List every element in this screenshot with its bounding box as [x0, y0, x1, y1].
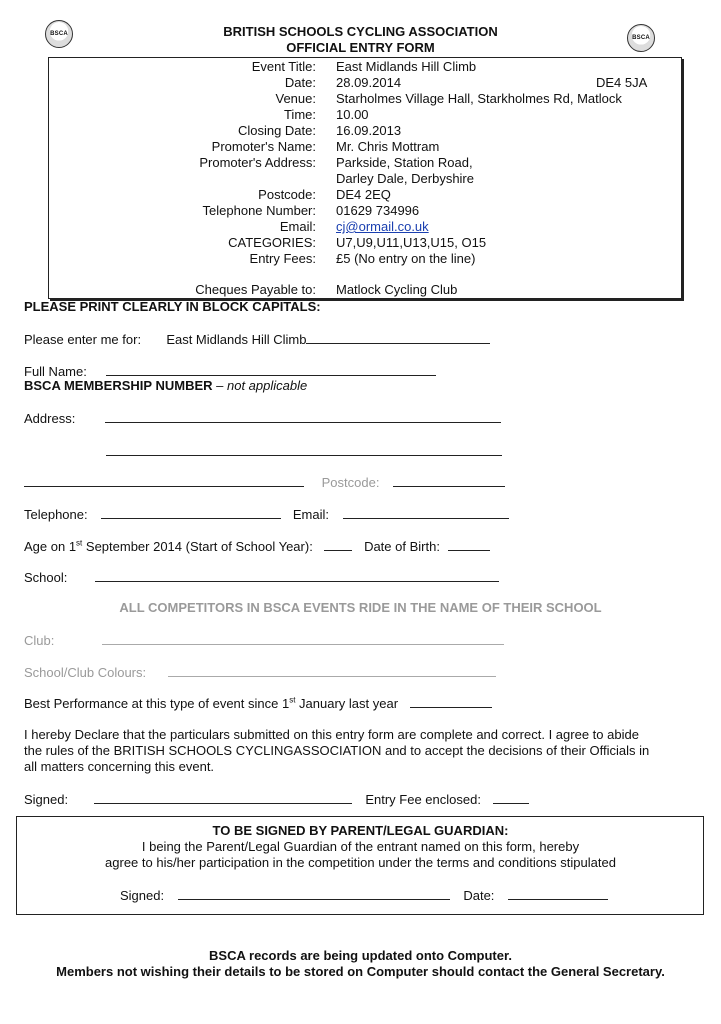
colours-label: School/Club Colours: [24, 665, 147, 680]
date-value: 28.09.2014 [336, 75, 402, 90]
time-label: Time: [283, 107, 316, 122]
telephone-field-label: Telephone: [24, 507, 88, 522]
enter-me-for-blank[interactable] [306, 331, 490, 344]
declaration-line3: all matters concerning this event. [24, 759, 215, 774]
guardian-heading: TO BE SIGNED BY PARENT/LEGAL GUARDIAN: [212, 823, 509, 838]
cheques-payable-value: Matlock Cycling Club [336, 282, 458, 297]
best-performance-field[interactable] [410, 695, 492, 708]
school-field[interactable] [95, 569, 499, 582]
address-field-line2[interactable] [106, 443, 502, 456]
declaration-line1: I hereby Declare that the particulars submitted on this entry form are complete and correct. I agree to abide [24, 727, 639, 742]
form-title-entry-form: OFFICIAL ENTRY FORM [286, 40, 435, 55]
guardian-signed-label: Signed: [120, 888, 165, 903]
promoter-name-label: Promoter's Name: [211, 139, 316, 154]
telephone-number-label: Telephone Number: [202, 203, 316, 218]
best-performance-row [24, 695, 492, 711]
guardian-text-line1: I being the Parent/Legal Guardian of the entrant named on this form, hereby [141, 839, 580, 854]
entry-fee-enclosed-field[interactable] [493, 791, 529, 804]
address-postcode-row [24, 474, 505, 490]
address-line2-row [106, 443, 502, 459]
school-row [24, 569, 499, 585]
event-title-label: Event Title: [251, 59, 316, 74]
address-field-line1[interactable] [105, 410, 501, 423]
guardian-signature-field[interactable] [178, 887, 450, 900]
guardian-date-field[interactable] [508, 887, 608, 900]
signed-row [24, 791, 529, 807]
promoter-address-line1: Parkside, Station Road, [336, 155, 473, 170]
entry-fees-label: Entry Fees: [249, 251, 316, 266]
age-dob-row [24, 538, 490, 554]
categories-label: CATEGORIES: [228, 235, 316, 250]
best-performance-suffix: January last year [295, 696, 399, 711]
venue-label: Venue: [275, 91, 316, 106]
telephone-field[interactable] [101, 506, 281, 519]
best-performance-ordinal: st [289, 695, 296, 705]
age-field[interactable] [324, 538, 352, 551]
enter-me-for-value: East Midlands Hill Climb [166, 332, 307, 347]
full-name-field[interactable] [106, 363, 436, 376]
colours-field[interactable] [168, 664, 496, 677]
club-field[interactable] [102, 632, 504, 645]
age-label-suffix: September 2014 (Start of School Year): [82, 539, 313, 554]
declaration-line2: the rules of the BRITISH SCHOOLS CYCLINGASSOCIATION and to accept the decisions of their Officials in [24, 743, 650, 758]
age-label-ordinal: st [76, 538, 83, 548]
logo-text-left: BSCA [50, 31, 68, 37]
address-label: Address: [24, 411, 76, 426]
closing-date-value: 16.09.2013 [336, 123, 402, 138]
club-row [24, 632, 504, 648]
email-label: Email: [279, 219, 316, 234]
date-label: Date: [284, 75, 316, 90]
closing-date-label: Closing Date: [237, 123, 316, 138]
membership-dash: – [212, 378, 227, 393]
date-postcode-value: DE4 5JA [596, 75, 648, 90]
footer-line1: BSCA records are being updated onto Computer. [209, 948, 512, 963]
time-value: 10.00 [336, 107, 369, 122]
telephone-email-row [24, 506, 509, 522]
membership-number-label: BSCA MEMBERSHIP NUMBER [24, 378, 213, 393]
email-link[interactable]: cj@ormail.co.uk [336, 219, 429, 234]
age-label [24, 539, 313, 554]
age-label-prefix: Age on 1 [24, 539, 77, 554]
entry-fees-value: £5 (No entry on the line) [336, 251, 476, 266]
membership-note: not applicable [226, 378, 308, 393]
postcode-label: Postcode: [258, 187, 316, 202]
dob-label: Date of Birth: [364, 539, 440, 554]
address-field-line3[interactable] [24, 474, 304, 487]
event-title-value: East Midlands Hill Climb [336, 59, 477, 74]
guardian-text-line2: agree to his/her participation in the competition under the terms and conditions stipulated [105, 855, 616, 870]
promoter-name-value: Mr. Chris Mottram [336, 139, 440, 154]
cheques-payable-label: Cheques Payable to: [195, 282, 316, 297]
email-field-label: Email: [292, 507, 329, 522]
dob-field[interactable] [448, 538, 490, 551]
school-label: School: [24, 570, 68, 585]
postcode-value: DE4 2EQ [336, 187, 391, 202]
best-performance-prefix: Best Performance at this type of event since 1 [24, 696, 290, 711]
best-performance-label [24, 696, 398, 711]
full-name-label: Full Name: [24, 364, 87, 379]
promoter-address-line2: Darley Dale, Derbyshire [336, 171, 474, 186]
signature-field[interactable] [94, 791, 352, 804]
promoter-address-label: Promoter's Address: [199, 155, 316, 170]
signed-label: Signed: [24, 792, 69, 807]
school-notice: ALL COMPETITORS IN BSCA EVENTS RIDE IN THE NAME OF THEIR SCHOOL [119, 600, 602, 615]
print-clearly-heading: PLEASE PRINT CLEARLY IN BLOCK CAPITALS: [24, 299, 321, 314]
guardian-signed-row [120, 887, 608, 903]
entry-fee-enclosed-label: Entry Fee enclosed: [365, 792, 481, 807]
event-details [0, 0, 721, 300]
enter-me-for-label: Please enter me for: [24, 332, 142, 347]
postcode-field-label: Postcode: [321, 475, 380, 490]
guardian-date-label: Date: [463, 888, 495, 903]
email-field[interactable] [343, 506, 509, 519]
postcode-field[interactable] [393, 474, 505, 487]
address-row [24, 410, 501, 426]
membership-row [24, 378, 307, 393]
club-label: Club: [24, 633, 55, 648]
enter-me-for-row [24, 331, 490, 347]
telephone-number-value: 01629 734996 [336, 203, 420, 218]
logo-text-right: BSCA [632, 35, 650, 41]
form-title-association: BRITISH SCHOOLS CYCLING ASSOCIATION [223, 24, 498, 39]
footer-line2: Members not wishing their details to be stored on Computer should contact the General Secretary. [56, 964, 665, 979]
colours-row [24, 664, 496, 680]
venue-value: Starholmes Village Hall, Starkholmes Rd, Matlock [336, 91, 622, 106]
categories-value: U7,U9,U11,U13,U15, O15 [336, 235, 487, 250]
full-name-row [24, 363, 436, 379]
